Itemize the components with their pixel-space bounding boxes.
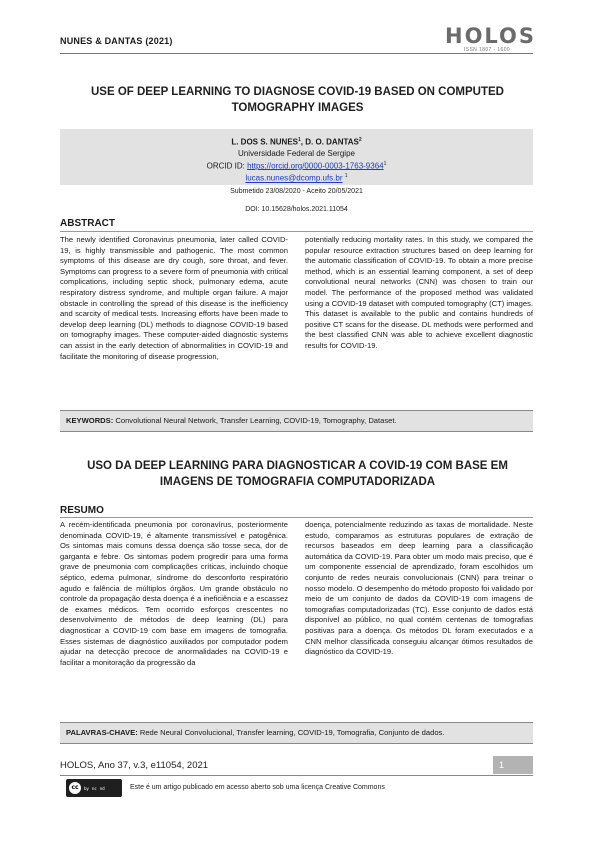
palavras-text: Rede Neural Convolucional, Transfer learning, COVID-19, Tomografia, Conjunto de dados. [137,728,445,737]
resumo-heading: RESUMO [60,505,104,516]
article-title-pt [80,458,515,490]
creative-commons-badge[interactable] [66,779,122,797]
affiliation: Universidade Federal de Sergipe [238,148,355,158]
journal-citation: HOLOS, Ano 37, v.3, e11054, 2021 [60,760,209,771]
title-en-line-1: USE OF DEEP LEARNING TO DIAGNOSE COVID-19 BASED ON COMPUTED [91,86,504,98]
abstract-right-column: potentially reducing mortality rates. In this study, we compared the popular resource extraction structures based on deep learning for the automatic classification of COVID-19. To obtain a more precise method, which is an essential learning component, a set of deep convolutional neural networks (CNN) was chosen to train our model. The performance of the proposed method was validated using a COVID-19 dataset with computed tomography (CT) images. This dataset is available to the public and contains hundreds of positive CT scans for the disease. DL methods were performed and the best classified CNN was able to achieve excellent diagnostic results for COVID-19. [305,235,533,350]
resumo-rule [60,517,533,518]
logo-issn: ISSN 1807 - 1600 [463,47,511,53]
orcid-link[interactable]: https://orcid.org/0000-0003-1763-9364 [247,161,384,171]
orcid-line: ORCID ID: https://orcid.org/0000-0003-1763-9364$^1$ [206,160,387,171]
footer-rule [60,775,533,776]
running-header-authors: NUNES & DANTAS (2021) [60,36,173,46]
resumo-left-column: A recém-identificada pneumonia por coronavírus, posteriormente denominada COVID-19, é altamente transmissível e patogênica. Os sintomas mais comuns dessa doença são tosse seca, dor de garganta e febre. Os sintomas podem progredir para uma forma grave de pneumonia com complicações críticas, incluindo choque séptico, edema pulmonar, síndrome do desconforto respiratório agudo e falência de múltiplos órgãos. Um grande obstáculo no controle da propagação desta doença é a ineficiência e a escassez de exames médicos. Tem ocorrido esforços crescentes no desenvolvimento de métodos de deep learning (DL) para diagnosticar a COVID-19 com base em imagens de tomografia. Esses sistemas de diagnóstico auxiliados por computador podem ajudar na detecção precoce de anormalidades na COVID-19 e facilitar a monitoração da progressão da [60,520,288,667]
email-link[interactable]: lucas.nunes@dcomp.ufs.br [245,173,343,183]
title-pt-line-2: IMAGENS DE TOMOGRAFIA COMPUTADORIZADA [159,476,436,488]
keywords-label: KEYWORDS: [66,416,114,425]
resumo-right-column: doença, potencialmente reduzindo as taxas de mortalidade. Neste estudo, comparamos as estruturas populares de extração de recursos baseados em deep learning para a classificação automática da COVID-19. Para obter um modo mais preciso, que é um componente essencial de aprendizado, foram escolhidos um conjunto de redes neurais convolucionais (CNN) para treinar o nosso modelo. O desempenho do método proposto foi validado por meio de um conjunto de dados da COVID-19 com imagens de tomografias computadorizadas (TC). Esse conjunto de dados está disponível ao público, no qual contém centenas de tomografias positivas para a doença. Os métodos DL foram executados e a CNN melhor classificada conseguiu alcançar ótimos resultados de diagnóstico da COVID-19. [305,520,533,657]
email-line: lucas.nunes@dcomp.ufs.br $^1$ [245,173,348,183]
by-icon: by [84,785,89,791]
header-rule [60,53,533,54]
author-block [60,129,533,185]
abstract-left-column: The newly identified Coronavirus pneumonia, later called COVID-19, is highly transmissible and pathogenic. The most common symptoms of this disease are dry cough, sore throat, and fever. Symptoms can progress to a severe form of pneumonia with critical complications, including septic shock, pulmonary edema, acute respiratory distress syndrome, and multiple organ failure. A major obstacle in controlling the spread of this disease is the inefficiency and scarcity of medical tests. Increasing efforts have been made to develop deep learning (DL) methods to diagnose COVID-19 based on tomography images. These computer-aided diagnostic systems can assist in the early detection of abnormalities in COVID-19 and facilitate the monitoring of disease progression, [60,235,288,361]
page-number: 1 [493,756,533,774]
keywords-text: Convolutional Neural Network, Transfer Learning, COVID-19, Tomography, Dataset. [113,416,397,425]
abstract-rule [60,231,533,232]
palavras-chave-box [60,722,533,744]
abstract-heading: ABSTRACT [60,218,115,229]
author-names: L. DOS S. NUNES$^1$, D. O. DANTAS$^2$ [231,137,362,147]
nd-icon: nd [99,785,105,791]
article-title-en [80,84,515,116]
holos-logo [445,24,537,53]
title-en-line-2: TOMOGRAPHY IMAGES [231,102,364,114]
nc-icon: nc [91,785,97,791]
license-text: Este é um artigo publicado em acesso aberto sob uma licença Creative Commons [130,784,385,791]
cc-icon: cc [69,782,81,794]
palavras-label: PALAVRAS-CHAVE: [66,728,138,737]
keywords-box [60,410,533,432]
doi: DOI: 10.15628/holos.2021.11054 [245,206,348,213]
logo-word: HOLOS [445,24,537,48]
submission-dates: Submetido 23/08/2020 - Aceito 20/05/2021 [230,188,363,195]
title-pt-line-1: USO DA DEEP LEARNING PARA DIAGNOSTICAR A COVID-19 COM BASE EM [87,460,508,472]
